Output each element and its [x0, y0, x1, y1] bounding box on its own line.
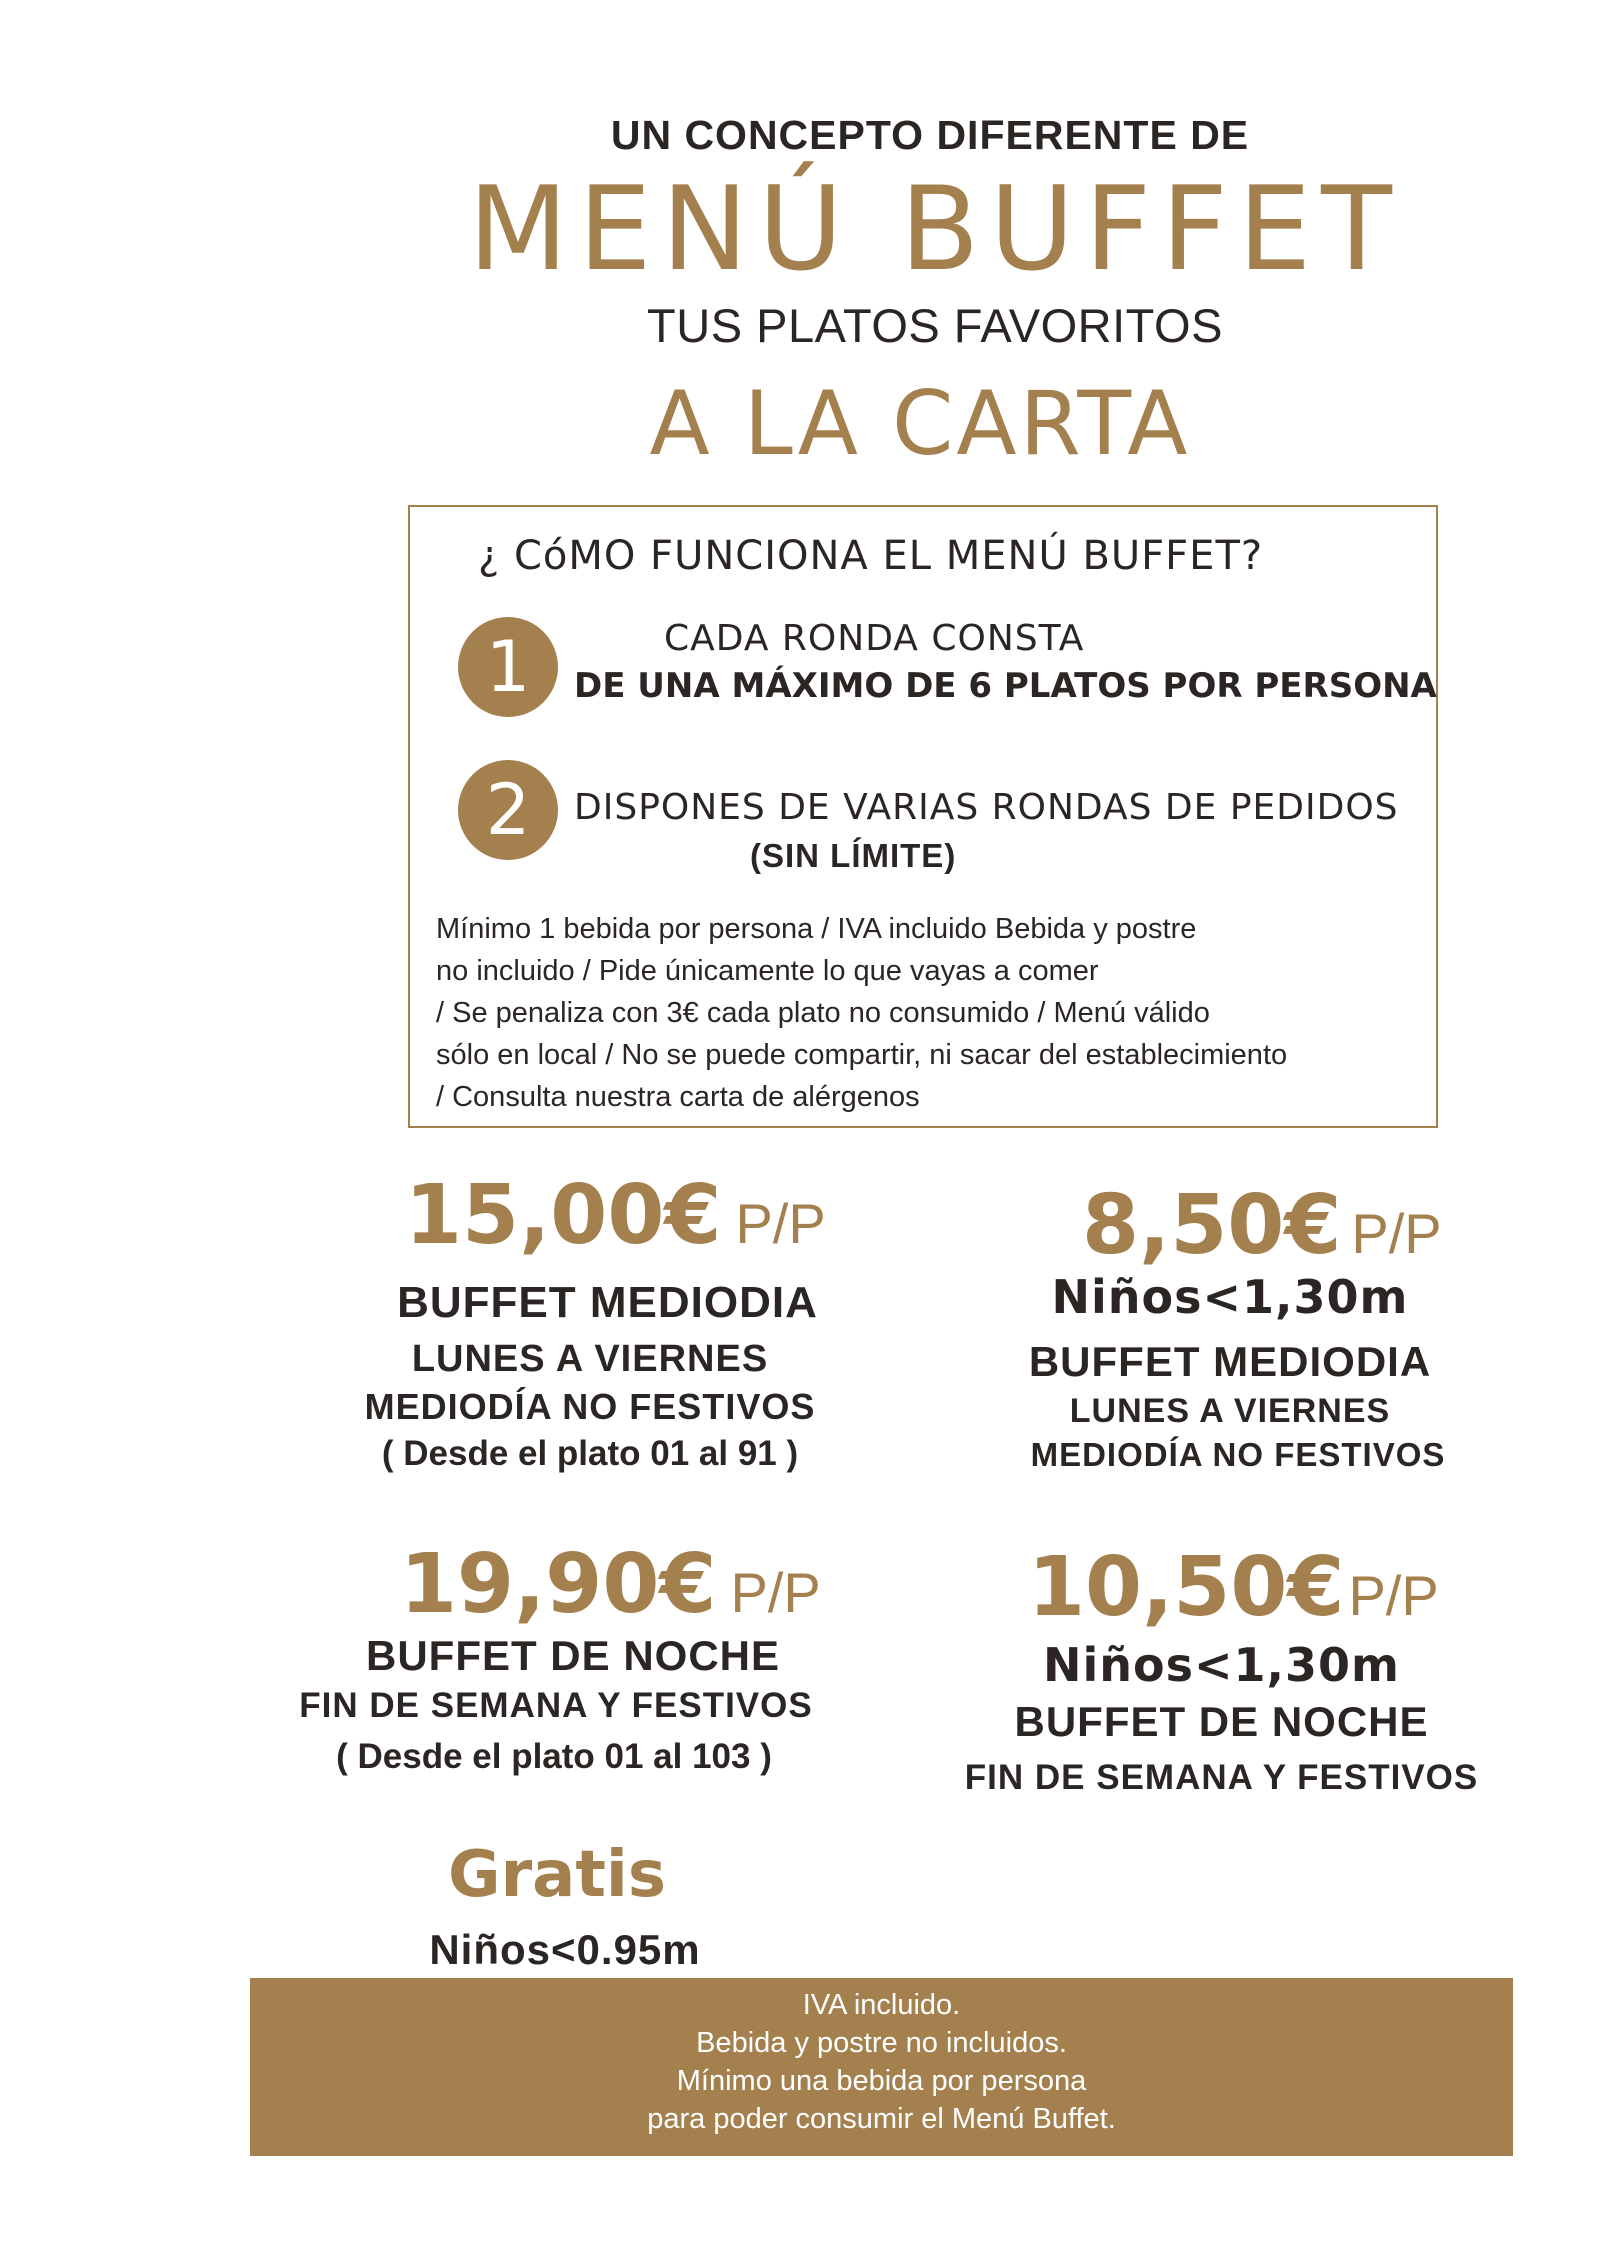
page-kicker: UN CONCEPTO DIFERENTE DE — [610, 112, 1250, 158]
conditions-line: no incluido / Pide únicamente lo que vayas a comer — [436, 955, 1099, 987]
price-amount: 19,90€ — [400, 1537, 717, 1632]
footer-line: para poder consumir el Menú Buffet. — [647, 2103, 1116, 2135]
price-4-line: FIN DE SEMANA Y FESTIVOS — [964, 1758, 1479, 1797]
price-unit: P/P — [1351, 1202, 1442, 1265]
price-kids-night — [1028, 1540, 1439, 1635]
conditions-line: / Consulta nuestra carta de alérgenos — [436, 1081, 920, 1113]
how-it-works-title: ¿ CóMO FUNCIONA EL MENÚ BUFFET? — [478, 533, 1264, 579]
price-unit: P/P — [735, 1192, 826, 1255]
footer-line: Mínimo una bebida por persona — [676, 2065, 1087, 2097]
footer-band — [250, 1978, 1513, 2156]
step-2-number-badge: 2 — [458, 760, 558, 860]
page-title-secondary: A LA CARTA — [649, 372, 1191, 475]
price-2-line: Niños<1,30m — [1051, 1270, 1409, 1324]
price-unit: P/P — [1348, 1564, 1439, 1627]
price-4-line: Niños<1,30m — [1043, 1638, 1400, 1692]
price-4-line: BUFFET DE NOCHE — [1014, 1698, 1429, 1745]
conditions-line: sólo en local / No se puede compartir, ni sacar del establecimiento — [436, 1039, 1288, 1071]
price-amount: 15,00€ — [405, 1168, 722, 1263]
step-1-detail: DE UNA MÁXIMO DE 6 PLATOS POR PERSONA — [574, 666, 1437, 706]
price-2-line: MEDIODÍA NO FESTIVOS — [1030, 1436, 1446, 1473]
page-title: MENÚ BUFFET — [467, 162, 1402, 297]
price-3-line: BUFFET DE NOCHE — [366, 1632, 780, 1679]
price-unit: P/P — [730, 1561, 821, 1624]
price-1-line: BUFFET MEDIODIA — [397, 1278, 818, 1327]
price-buffet-night — [400, 1537, 821, 1632]
price-2-line: LUNES A VIERNES — [1069, 1392, 1391, 1430]
footer-line: IVA incluido. — [802, 1989, 961, 2021]
price-3-line: ( Desde el plato 01 al 103 ) — [336, 1737, 772, 1776]
page-subtitle: TUS PLATOS FAVORITOS — [647, 299, 1223, 352]
price-amount: 8,50€ — [1082, 1178, 1342, 1273]
conditions-text — [436, 908, 1436, 1118]
price-1-line: LUNES A VIERNES — [411, 1338, 769, 1380]
step-1-number-badge: 1 — [458, 617, 558, 717]
price-1-line: MEDIODÍA NO FESTIVOS — [364, 1386, 816, 1427]
price-1-line: ( Desde el plato 01 al 91 ) — [381, 1434, 799, 1473]
price-amount: 10,50€ — [1028, 1540, 1345, 1635]
step-1-text: CADA RONDA CONSTA — [664, 618, 1085, 659]
price-buffet-midday — [405, 1168, 826, 1263]
conditions-line: Mínimo 1 bebida por persona / IVA incluido Bebida y postre — [436, 913, 1197, 945]
step-2-text: DISPONES DE VARIAS RONDAS DE PEDIDOS — [574, 787, 1399, 828]
footer-line: Bebida y postre no incluidos. — [696, 2027, 1067, 2059]
price-2-line: BUFFET MEDIODIA — [1028, 1338, 1432, 1385]
step-2-detail: (SIN LÍMITE) — [750, 837, 957, 874]
price-kids-midday — [1082, 1178, 1442, 1273]
price-free-note: Niños<0.95m — [429, 1926, 701, 1973]
price-free-label: Gratis — [448, 1838, 666, 1912]
conditions-line: / Se penaliza con 3€ cada plato no consumido / Menú válido — [436, 997, 1210, 1029]
price-3-line: FIN DE SEMANA Y FESTIVOS — [299, 1686, 813, 1725]
